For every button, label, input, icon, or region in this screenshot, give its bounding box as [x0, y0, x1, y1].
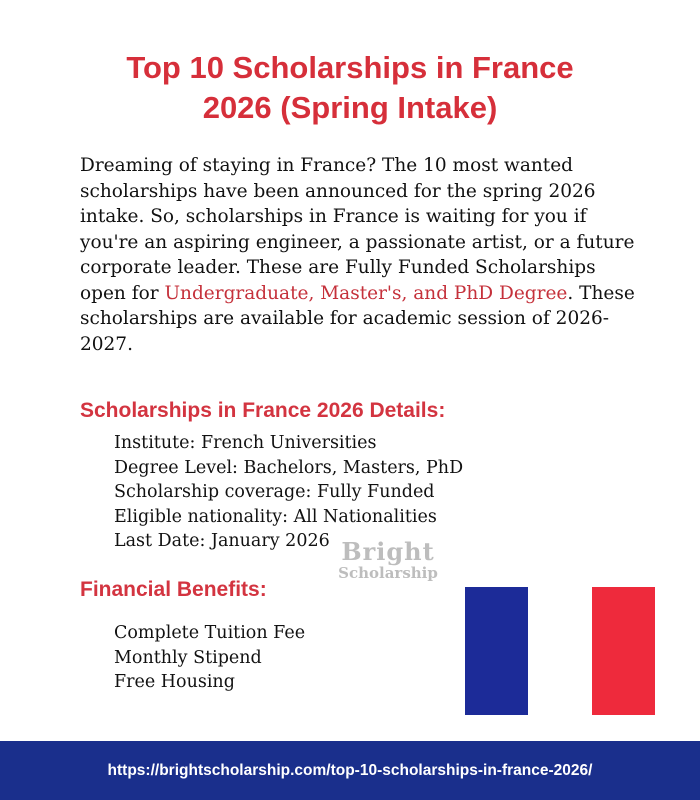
intro-paragraph [80, 153, 640, 357]
details-item-coverage: Scholarship coverage: Fully Funded [114, 482, 435, 502]
flag-red-band [592, 587, 655, 715]
watermark-line-1: Bright [341, 537, 435, 566]
bright-scholarship-watermark [328, 537, 448, 582]
benefits-list [114, 621, 305, 695]
page-title-line-1: Top 10 Scholarships in France [126, 50, 574, 85]
details-item-degree-level: Degree Level: Bachelors, Masters, PhD [114, 457, 464, 478]
intro-text-before: Dreaming of staying in France? The 10 most wanted scholarships have been announced for the spring 2026 intake. So, scholarships in France is waiting for you if you're an aspiring engineer, a passionate artist, or a future corporate leader. These are Fully Funded Scholarships open for [80, 155, 635, 304]
footer-url-link[interactable]: https://brightscholarship.com/top-10-scholarships-in-france-2026/ [107, 761, 593, 779]
watermark-line-2: Scholarship [338, 564, 438, 582]
benefits-item-housing: Free Housing [114, 672, 235, 692]
flag-white-band [528, 587, 591, 715]
french-flag-image [465, 587, 655, 715]
details-item-nationality: Eligible nationality: All Nationalities [114, 506, 437, 527]
details-list [114, 431, 463, 554]
details-item-last-date: Last Date: January 2026 [114, 531, 330, 551]
benefits-item-tuition: Complete Tuition Fee [114, 623, 306, 643]
intro-text-after: . These scholarships are available for academic session of 2026-2027. [80, 282, 635, 355]
details-heading: Scholarships in France 2026 Details: [80, 399, 446, 422]
benefits-item-stipend: Monthly Stipend [114, 647, 262, 668]
flag-blue-band [465, 587, 528, 715]
benefits-heading: Financial Benefits: [80, 578, 267, 601]
page-title [0, 48, 700, 128]
footer-bar [0, 741, 700, 800]
intro-degree-highlight: Undergraduate, Master's, and PhD Degree [164, 282, 568, 304]
details-item-institute: Institute: French Universities [114, 433, 377, 453]
page-title-line-2: 2026 (Spring Intake) [202, 90, 498, 125]
